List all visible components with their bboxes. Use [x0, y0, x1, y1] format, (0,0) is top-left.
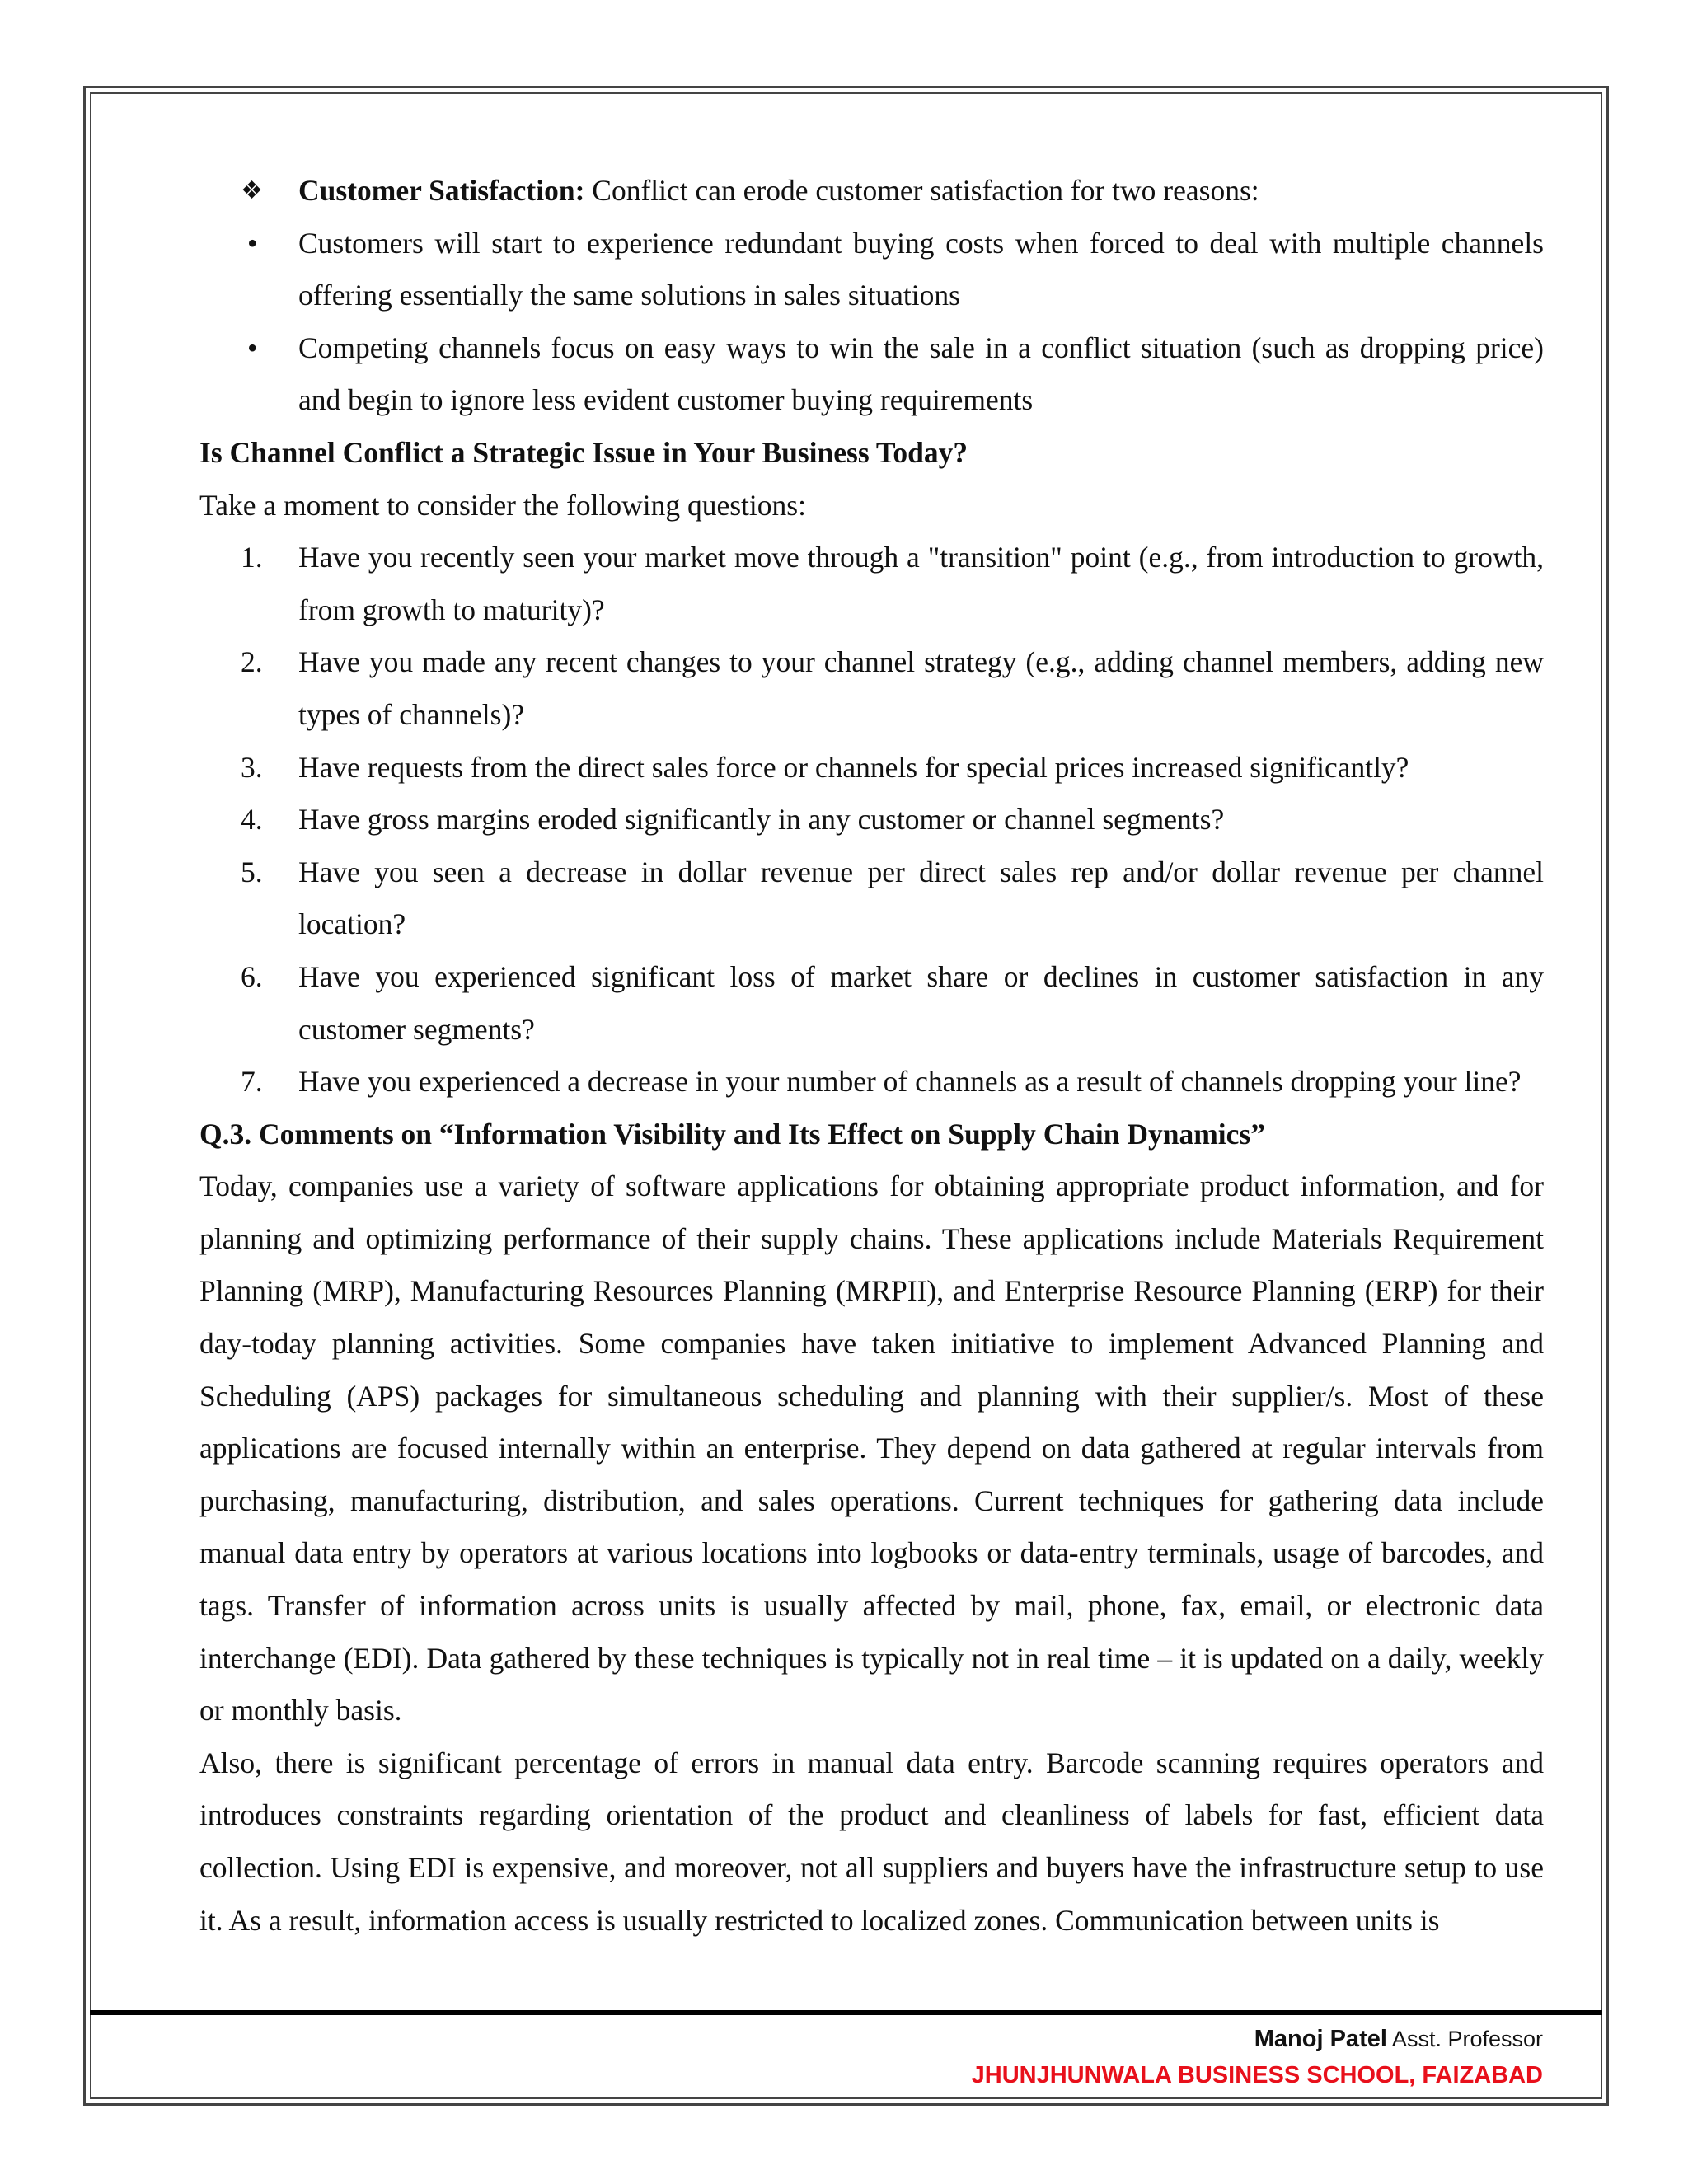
q3-heading: Q.3. Comments on “Information Visibility and Its Effect on Supply Chain Dynamics”	[199, 1117, 1265, 1151]
question-text: Have requests from the direct sales force or channels for special prices increased significantly?	[298, 750, 1409, 784]
question-text: Have you seen a decrease in dollar revenue per direct sales rep and/or dollar revenue per channel location?	[298, 855, 1544, 941]
author-name: Manoj Patel	[1254, 2026, 1387, 2052]
question-number: 6.	[241, 959, 263, 993]
diamond-bullet-icon: ❖	[241, 177, 263, 204]
question-item	[199, 742, 1544, 794]
question-text: Have you experienced a decrease in your number of channels as a result of channels dropping your line?	[298, 1065, 1522, 1099]
question-item	[199, 1056, 1544, 1108]
author-role: Asst. Professor	[1386, 2027, 1543, 2051]
footer-author	[1254, 2026, 1543, 2053]
question-item	[199, 951, 1544, 1056]
bullet-icon: •	[247, 226, 258, 260]
customer-satisfaction-title: Customer Satisfaction:	[298, 174, 585, 207]
q3-paragraph: Also, there is significant percentage of errors in manual data entry. Barcode scanning requires operators and introduces constraints regarding orientation of the product and cleanliness of labels for fast, efficient data collection. Using EDI is expensive, and moreover, not all suppliers and buyers have the infrastructure setup to use it. As a result, information access is usually restricted to localized zones. Communication between units is	[199, 1746, 1544, 1937]
question-number: 4.	[241, 803, 263, 837]
bullet-item	[199, 218, 1544, 322]
questions-intro: Take a moment to consider the following questions:	[199, 488, 806, 522]
question-number: 5.	[241, 855, 263, 888]
question-item	[199, 846, 1544, 951]
channel-conflict-heading: Is Channel Conflict a Strategic Issue in Your Business Today?	[199, 435, 968, 469]
question-text: Have you made any recent changes to your channel strategy (e.g., adding channel members, adding new types of channels)?	[298, 645, 1544, 731]
question-text: Have you experienced significant loss of market share or declines in customer satisfaction in any customer segments?	[298, 959, 1544, 1046]
bullet-item	[199, 322, 1544, 427]
question-number: 2.	[241, 645, 263, 679]
question-number: 1.	[241, 541, 263, 574]
footer-rule	[90, 2010, 1602, 2015]
question-item	[199, 794, 1544, 846]
page-content	[199, 165, 1544, 1947]
customer-satisfaction-text: Conflict can erode customer satisfaction for two reasons:	[584, 174, 1259, 207]
question-text: Have you recently seen your market move through a "transition" point (e.g., from introduction to growth, from growth to maturity)?	[298, 541, 1544, 626]
question-item	[199, 532, 1544, 636]
question-item	[199, 636, 1544, 741]
bullet-icon: •	[247, 330, 258, 364]
question-text: Have gross margins eroded significantly in any customer or channel segments?	[298, 803, 1225, 837]
bullet-text: Customers will start to experience redundant buying costs when forced to deal with multiple channels offering essentially the same solutions in sales situations	[298, 226, 1544, 312]
question-number: 3.	[241, 750, 263, 784]
q3-paragraph: Today, companies use a variety of software applications for obtaining appropriate product information, and for planning and optimizing performance of their supply chains. These applications include Materials Requirement Planning (MRP), Manufacturing Resources Planning (MRPII), and Enterprise Resource Planning (ERP) for their day-today planning activities. Some companies have taken initiative to implement Advanced Planning and Scheduling (APS) packages for simultaneous scheduling and planning with their supplier/s. Most of these applications are focused internally within an enterprise. They depend on data gathered at regular intervals from purchasing, manufacturing, distribution, and sales operations. Current techniques for gathering data include manual data entry by operators at various locations into logbooks or data-entry terminals, usage of barcodes, and tags. Transfer of information across units is usually affected by mail, phone, fax, email, or electronic data interchange (EDI). Data gathered by these techniques is typically not in real time – it is updated on a daily, weekly or monthly basis.	[199, 1169, 1544, 1727]
customer-satisfaction-item	[199, 165, 1544, 218]
bullet-text: Competing channels focus on easy ways to win the sale in a conflict situation (such as dropping price) and begin to ignore less evident customer buying requirements	[298, 330, 1544, 417]
footer-school: JHUNJHUNWALA BUSINESS SCHOOL, FAIZABAD	[971, 2062, 1543, 2088]
question-number: 7.	[241, 1065, 263, 1099]
